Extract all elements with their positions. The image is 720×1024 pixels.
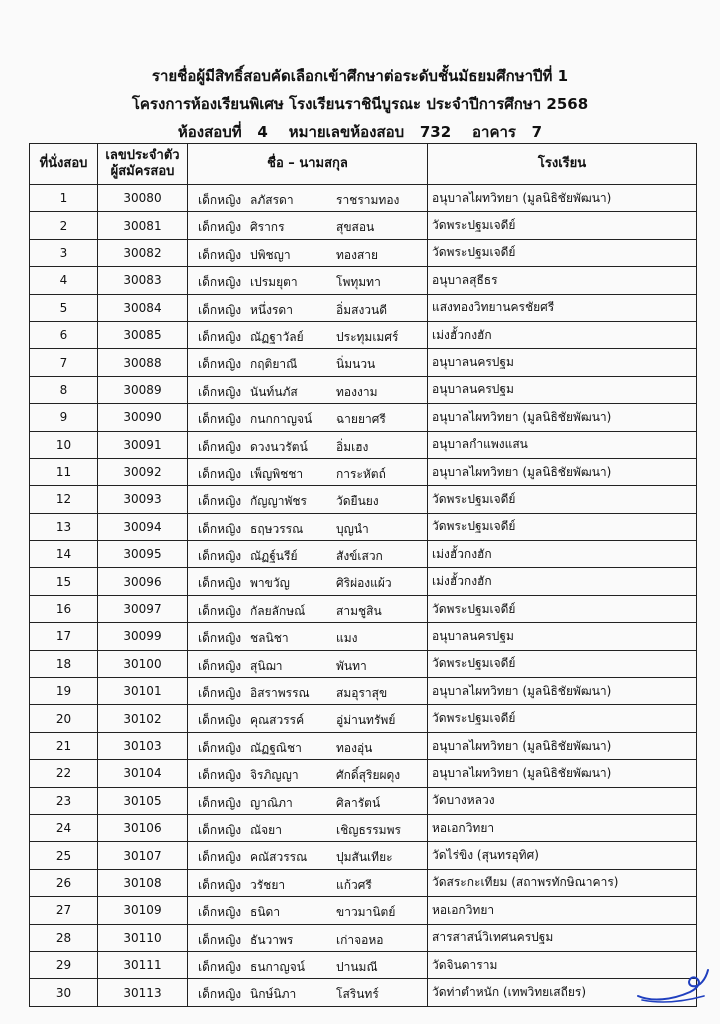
applicant-name: [188, 431, 428, 458]
applicant-name: [188, 294, 428, 321]
building-value: 7: [531, 123, 543, 141]
table-row: [30, 185, 697, 212]
applicant-name: [188, 349, 428, 376]
applicant-id: 30094: [98, 513, 188, 540]
last-name: ทองงาม: [336, 384, 378, 399]
candidate-table: [29, 143, 697, 1007]
table-row: [30, 814, 697, 841]
name-prefix: เด็กหญิง: [198, 850, 242, 865]
school-name: อนุบาลไผทวิทยา (มูลนิธิชัยพัฒนา): [428, 678, 697, 705]
seat-number: 1: [30, 185, 98, 212]
document-subtitle: โครงการห้องเรียนพิเศษ โรงเรียนราชินีบูรณะ ประจำปีการศึกษา 2568: [131, 95, 589, 113]
school-name: เม่งฮั้วกงฮัก: [428, 321, 697, 348]
name-prefix: เด็กหญิง: [198, 795, 242, 810]
table-row: [30, 568, 697, 595]
header-name: ชื่อ – นามสกุล: [188, 144, 428, 185]
room-label: ห้องสอบที่: [177, 123, 242, 141]
school-name: วัดพระปฐมเจดีย์: [428, 239, 697, 266]
school-name: อนุบาลไผทวิทยา (มูลนิธิชัยพัฒนา): [428, 404, 697, 431]
seat-number: 7: [30, 349, 98, 376]
first-name: คณัสวรรณ: [250, 850, 308, 865]
school-name: วัดพระปฐมเจดีย์: [428, 650, 697, 677]
applicant-id: 30101: [98, 678, 188, 705]
first-name: กัญญาพัชร: [250, 494, 307, 509]
applicant-id: 30103: [98, 732, 188, 759]
applicant-id: 30108: [98, 869, 188, 896]
applicant-id: 30092: [98, 458, 188, 485]
last-name: เชิญธรรมพร: [336, 822, 401, 837]
applicant-name: [188, 376, 428, 403]
table-row: [30, 979, 697, 1006]
name-prefix: เด็กหญิง: [198, 576, 242, 591]
first-name: ธนกาญจน์: [250, 959, 305, 974]
applicant-id: 30096: [98, 568, 188, 595]
table-header-row: [30, 144, 697, 185]
name-prefix: เด็กหญิง: [198, 412, 242, 427]
room-number-label: หมายเลขห้องสอบ: [288, 123, 405, 141]
name-prefix: เด็กหญิง: [198, 932, 242, 947]
table-row: [30, 623, 697, 650]
table-row: [30, 431, 697, 458]
school-name: เม่งฮั้วกงฮัก: [428, 568, 697, 595]
last-name: นิ่มนวน: [336, 357, 376, 372]
last-name: ศักดิ์สุริยผดุง: [336, 768, 401, 783]
applicant-id: 30105: [98, 787, 188, 814]
applicant-name: [188, 650, 428, 677]
last-name: สังข์เสวก: [336, 549, 383, 564]
last-name: อู่ม่านทรัพย์: [336, 713, 396, 728]
last-name: ปุมสันเทียะ: [336, 850, 393, 865]
applicant-name: [188, 568, 428, 595]
table-row: [30, 842, 697, 869]
name-prefix: เด็กหญิง: [198, 439, 242, 454]
seat-number: 13: [30, 513, 98, 540]
applicant-name: [188, 458, 428, 485]
seat-number: 11: [30, 458, 98, 485]
name-prefix: เด็กหญิง: [198, 603, 242, 618]
applicant-name: [188, 979, 428, 1006]
first-name: ณัฏฐ์นรีย์: [250, 549, 298, 564]
last-name: อิ่มเฮง: [336, 439, 369, 454]
last-name: สามชูสิน: [336, 603, 382, 618]
seat-number: 10: [30, 431, 98, 458]
applicant-id: 30082: [98, 239, 188, 266]
table-row: [30, 924, 697, 951]
header-id-line1: เลขประจำตัว: [105, 148, 180, 163]
school-name: วัดพระปฐมเจดีย์: [428, 513, 697, 540]
name-prefix: เด็กหญิง: [198, 329, 242, 344]
last-name: ประทุมเมศร์: [336, 329, 399, 344]
applicant-id: 30102: [98, 705, 188, 732]
seat-number: 17: [30, 623, 98, 650]
table-row: [30, 212, 697, 239]
seat-number: 23: [30, 787, 98, 814]
first-name: ณัฏฐณิชา: [250, 740, 302, 755]
name-prefix: เด็กหญิง: [198, 959, 242, 974]
applicant-name: [188, 705, 428, 732]
applicant-id: 30089: [98, 376, 188, 403]
table-row: [30, 760, 697, 787]
first-name: ลภัสรดา: [250, 193, 294, 207]
applicant-name: [188, 212, 428, 239]
seat-number: 4: [30, 267, 98, 294]
school-name: หอเอกวิทยา: [428, 897, 697, 924]
seat-number: 25: [30, 842, 98, 869]
applicant-id: 30081: [98, 212, 188, 239]
school-name: วัดพระปฐมเจดีย์: [428, 486, 697, 513]
last-name: บุญนำ: [336, 521, 369, 536]
first-name: นิกษ์นิภา: [250, 987, 297, 1002]
applicant-name: [188, 185, 428, 212]
last-name: อิ่มสงวนดี: [336, 302, 388, 317]
applicant-name: [188, 951, 428, 978]
seat-number: 12: [30, 486, 98, 513]
first-name: พาขวัญ: [250, 576, 290, 591]
table-row: [30, 404, 697, 431]
first-name: เพ็ญพิชชา: [250, 466, 304, 481]
school-name: อนุบาลนครปฐม: [428, 376, 697, 403]
school-name: เม่งฮั้วกงฮัก: [428, 541, 697, 568]
seat-number: 2: [30, 212, 98, 239]
name-prefix: เด็กหญิง: [198, 658, 242, 673]
table-row: [30, 513, 697, 540]
last-name: ศิลารัตน์: [336, 795, 381, 810]
seat-number: 5: [30, 294, 98, 321]
last-name: เก่าจอหอ: [336, 932, 384, 947]
last-name: ศิริผ่องแผ้ว: [336, 576, 392, 591]
exam-room-info: [0, 120, 720, 144]
document-title: รายชื่อผู้มีสิทธิ์สอบคัดเลือกเข้าศึกษาต่อระดับชั้นมัธยมศึกษาปีที่ 1: [151, 67, 569, 85]
school-name: สารสาสน์วิเทศนครปฐม: [428, 924, 697, 951]
applicant-id: 30085: [98, 321, 188, 348]
table-row: [30, 458, 697, 485]
applicant-id: 30083: [98, 267, 188, 294]
school-name: อนุบาลไผทวิทยา (มูลนิธิชัยพัฒนา): [428, 185, 697, 212]
room-number-value: 732: [419, 123, 452, 141]
applicant-name: [188, 595, 428, 622]
name-prefix: เด็กหญิง: [198, 302, 242, 317]
table-row: [30, 321, 697, 348]
last-name: พันทา: [336, 658, 367, 673]
last-name: แมง: [336, 631, 358, 646]
school-name: หอเอกวิทยา: [428, 814, 697, 841]
name-prefix: เด็กหญิง: [198, 686, 242, 701]
header-seat: ที่นั่งสอบ: [30, 144, 98, 185]
name-prefix: เด็กหญิง: [198, 466, 242, 481]
table-row: [30, 294, 697, 321]
applicant-id: 30110: [98, 924, 188, 951]
table-row: [30, 732, 697, 759]
table-row: [30, 869, 697, 896]
applicant-name: [188, 678, 428, 705]
first-name: กัลยลักษณ์: [250, 603, 306, 618]
school-name: อนุบาลไผทวิทยา (มูลนิธิชัยพัฒนา): [428, 458, 697, 485]
applicant-id: 30097: [98, 595, 188, 622]
applicant-name: [188, 541, 428, 568]
school-name: อนุบาลนครปฐม: [428, 349, 697, 376]
applicant-id: 30104: [98, 760, 188, 787]
name-prefix: เด็กหญิง: [198, 740, 242, 755]
name-prefix: เด็กหญิง: [198, 631, 242, 646]
school-name: วัดสระกะเทียม (สถาพรทักษิณาคาร): [428, 869, 697, 896]
applicant-id: 30093: [98, 486, 188, 513]
building-label: อาคาร: [472, 123, 516, 141]
seat-number: 9: [30, 404, 98, 431]
first-name: นันท์นภัส: [250, 384, 298, 399]
seat-number: 15: [30, 568, 98, 595]
last-name: ทองอุ่น: [336, 740, 373, 755]
seat-number: 19: [30, 678, 98, 705]
applicant-id: 30107: [98, 842, 188, 869]
first-name: คุณสวรรค์: [250, 713, 305, 728]
first-name: ปพิชญา: [250, 247, 291, 262]
last-name: โพทุมทา: [336, 275, 381, 290]
school-name: วัดพระปฐมเจดีย์: [428, 705, 697, 732]
seat-number: 28: [30, 924, 98, 951]
seat-number: 3: [30, 239, 98, 266]
first-name: ณัฏฐาวัลย์: [250, 329, 304, 344]
table-row: [30, 595, 697, 622]
table-row: [30, 239, 697, 266]
room-value: 4: [257, 123, 268, 141]
first-name: ธนิดา: [250, 905, 281, 920]
name-prefix: เด็กหญิง: [198, 987, 242, 1002]
last-name: วัดยืนยง: [336, 494, 379, 509]
applicant-name: [188, 787, 428, 814]
applicant-id: 30099: [98, 623, 188, 650]
table-row: [30, 349, 697, 376]
school-name: อนุบาลนครปฐม: [428, 623, 697, 650]
applicant-name: [188, 623, 428, 650]
last-name: ปานมณี: [336, 959, 378, 974]
seat-number: 20: [30, 705, 98, 732]
name-prefix: เด็กหญิง: [198, 905, 242, 920]
last-name: โสรินทร์: [336, 987, 379, 1002]
last-name: ขาวมานิตย์: [336, 905, 396, 920]
applicant-id: 30113: [98, 979, 188, 1006]
first-name: กฤติยาณี: [250, 357, 298, 372]
last-name: แก้วศรี: [336, 877, 372, 892]
table-row: [30, 650, 697, 677]
name-prefix: เด็กหญิง: [198, 494, 242, 509]
name-prefix: เด็กหญิง: [198, 193, 242, 207]
seat-number: 26: [30, 869, 98, 896]
first-name: จิรภิญญา: [250, 768, 299, 783]
table-row: [30, 951, 697, 978]
first-name: วรัชยา: [250, 877, 286, 892]
table-row: [30, 897, 697, 924]
applicant-name: [188, 404, 428, 431]
seat-number: 22: [30, 760, 98, 787]
table-row: [30, 486, 697, 513]
seat-number: 14: [30, 541, 98, 568]
name-prefix: เด็กหญิง: [198, 768, 242, 783]
applicant-name: [188, 513, 428, 540]
last-name: การะหัตถ์: [336, 466, 386, 481]
name-prefix: เด็กหญิง: [198, 384, 242, 399]
table-row: [30, 705, 697, 732]
applicant-name: [188, 814, 428, 841]
name-prefix: เด็กหญิง: [198, 247, 242, 262]
school-name: วัดท่าตำหนัก (เทพวิทยเสถียร): [428, 979, 697, 1006]
school-name: อนุบาลสุธีธร: [428, 267, 697, 294]
last-name: ทองสาย: [336, 247, 379, 262]
school-name: อนุบาลไผทวิทยา (มูลนิธิชัยพัฒนา): [428, 760, 697, 787]
seat-number: 21: [30, 732, 98, 759]
name-prefix: เด็กหญิง: [198, 822, 242, 837]
first-name: สุนิฌา: [250, 658, 283, 673]
applicant-id: 30090: [98, 404, 188, 431]
first-name: ศิรากร: [250, 220, 285, 235]
header-school: โรงเรียน: [428, 144, 697, 185]
applicant-id: 30088: [98, 349, 188, 376]
seat-number: 27: [30, 897, 98, 924]
table-row: [30, 376, 697, 403]
applicant-name: [188, 321, 428, 348]
first-name: กนกกาญจน์: [250, 412, 313, 427]
last-name: ฉายยาศรี: [336, 412, 386, 427]
applicant-id: 30080: [98, 185, 188, 212]
applicant-name: [188, 842, 428, 869]
school-name: แสงทองวิทยานครชัยศรี: [428, 294, 697, 321]
applicant-id: 30106: [98, 814, 188, 841]
first-name: ธฤษวรรณ: [250, 521, 304, 536]
applicant-name: [188, 732, 428, 759]
seat-number: 30: [30, 979, 98, 1006]
applicant-name: [188, 239, 428, 266]
first-name: ดวงนวรัตน์: [250, 439, 308, 454]
name-prefix: เด็กหญิง: [198, 713, 242, 728]
first-name: ญาณิภา: [250, 795, 293, 810]
applicant-id: 30109: [98, 897, 188, 924]
table-row: [30, 541, 697, 568]
applicant-name: [188, 267, 428, 294]
applicant-id: 30084: [98, 294, 188, 321]
applicant-name: [188, 869, 428, 896]
signature-mark: [632, 956, 712, 1006]
school-name: วัดไร่ขิง (สุนทรอุทิศ): [428, 842, 697, 869]
seat-number: 24: [30, 814, 98, 841]
seat-number: 29: [30, 951, 98, 978]
seat-number: 8: [30, 376, 98, 403]
applicant-id: 30091: [98, 431, 188, 458]
table-row: [30, 787, 697, 814]
first-name: เปรมยุตา: [250, 275, 298, 290]
name-prefix: เด็กหญิง: [198, 549, 242, 564]
applicant-name: [188, 924, 428, 951]
table-row: [30, 678, 697, 705]
school-name: อนุบาลกำแพงแสน: [428, 431, 697, 458]
last-name: สุขสอน: [336, 220, 375, 235]
applicant-name: [188, 760, 428, 787]
name-prefix: เด็กหญิง: [198, 521, 242, 536]
applicant-name: [188, 486, 428, 513]
name-prefix: เด็กหญิง: [198, 357, 242, 372]
seat-number: 6: [30, 321, 98, 348]
last-name: ราชรามทอง: [336, 193, 400, 207]
applicant-id: 30100: [98, 650, 188, 677]
school-name: วัดจินดาราม: [428, 951, 697, 978]
school-name: วัดพระปฐมเจดีย์: [428, 595, 697, 622]
header-id-line2: ผู้สมัครสอบ: [110, 164, 175, 179]
seat-number: 16: [30, 595, 98, 622]
first-name: หนึ่งรดา: [250, 302, 293, 317]
name-prefix: เด็กหญิง: [198, 220, 242, 235]
last-name: สมอุราสุข: [336, 686, 388, 701]
name-prefix: เด็กหญิง: [198, 877, 242, 892]
applicant-name: [188, 897, 428, 924]
school-name: วัดพระปฐมเจดีย์: [428, 212, 697, 239]
first-name: ธันวาพร: [250, 932, 294, 947]
seat-number: 18: [30, 650, 98, 677]
school-name: อนุบาลไผทวิทยา (มูลนิธิชัยพัฒนา): [428, 732, 697, 759]
school-name: วัดบางหลวง: [428, 787, 697, 814]
first-name: ณัจยา: [250, 822, 282, 837]
first-name: อิสราพรรณ: [250, 686, 310, 701]
applicant-id: 30095: [98, 541, 188, 568]
name-prefix: เด็กหญิง: [198, 275, 242, 290]
applicant-id: 30111: [98, 951, 188, 978]
header-applicant-id: [98, 144, 188, 185]
first-name: ชลนิชา: [250, 631, 289, 646]
table-row: [30, 267, 697, 294]
